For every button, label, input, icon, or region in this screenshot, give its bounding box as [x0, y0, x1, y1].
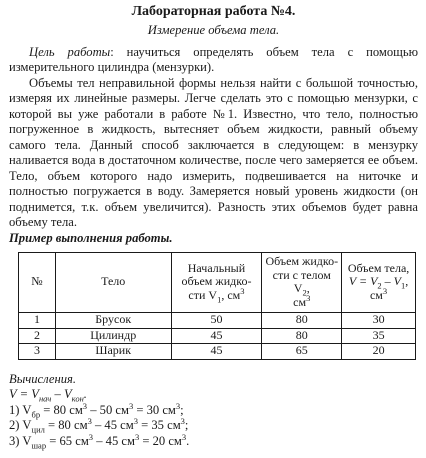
- header-body-volume: Объем тела, $V = V_2 - V_1$, $см^3$: [342, 253, 416, 313]
- table-header-row: [19, 253, 416, 313]
- page-subtitle: Измерение объема тела.: [147, 23, 280, 37]
- cell-body: Цилиндр: [55, 328, 171, 344]
- cell-v2: 80: [262, 328, 342, 344]
- calculation-line: 1) $V_{бр} = 80$ $см^3 - 50$ $см^3 = 30$ $см^3$;: [9, 400, 184, 420]
- calculations-heading: Вычисления.: [9, 371, 77, 386]
- results-table: [18, 252, 416, 360]
- example-heading: Пример выполнения работы.: [9, 230, 173, 245]
- calculations-formula: $V = V_{нач} - V_{кон}$.: [9, 387, 87, 404]
- header-body: Тело: [55, 253, 171, 313]
- cell-num: 1: [19, 313, 56, 329]
- header-initial-volume: Начальный объем жидко- сти $V_1$, $см^3$: [171, 253, 262, 313]
- cell-v: 35: [342, 328, 416, 344]
- calculation-line: 2) $V_{цил} = 80$ $см^3 - 45$ $см^3 = 35$ $см^3$;: [9, 415, 189, 435]
- cell-v1: 50: [171, 313, 262, 329]
- cell-num: 2: [19, 328, 56, 344]
- body-paragraph: Объемы тел неправильной формы нельзя найти с большой точностью, измеряя их линейные размеры. Легче сделать это с помощью мензурки, с которой вы уже работали в работе №1. Известно, что тело, полностью погруженное в жидкость, вытесняет объем жидкости, равный объему самого тела. Данный способ заключается в следующем: в мензурку наливается вода в достаточном количестве, после чего замеряется ее объем. Тело, объем которого надо измерить, подвешивается на ниточке и полностью погружается в воду. Замеряется новый уровень жидкости (он поднимется, т.к. объем увеличится). Разность этих объемов будет равна объему тела.: [9, 75, 418, 229]
- cell-v: 30: [342, 313, 416, 329]
- header-volume-with-body: Объем жидко- сти с телом $V_2$, $см^3$: [262, 253, 342, 313]
- table-row: [19, 313, 416, 329]
- goal-text: : научиться определять объем тела с помощью измерительного цилиндра (мензурки).: [9, 44, 418, 74]
- page-title: Лабораторная работа №4.: [131, 4, 296, 19]
- cell-v2: 65: [262, 344, 342, 360]
- cell-v1: 45: [171, 328, 262, 344]
- cell-body: Брусок: [55, 313, 171, 329]
- goal-paragraph: [9, 45, 418, 76]
- cell-v1: 45: [171, 344, 262, 360]
- cell-v: 20: [342, 344, 416, 360]
- table-row: [19, 344, 416, 360]
- goal-label: Цель работы: [29, 44, 111, 59]
- header-num: №: [19, 253, 56, 313]
- cell-num: 3: [19, 344, 56, 360]
- table-row: [19, 328, 416, 344]
- cell-v2: 80: [262, 313, 342, 329]
- cell-body: Шарик: [55, 344, 171, 360]
- calculation-line: 3) $V_{шар} = 65$ $см^3 - 45$ $см^3 = 20$ $см^3$.: [9, 431, 190, 451]
